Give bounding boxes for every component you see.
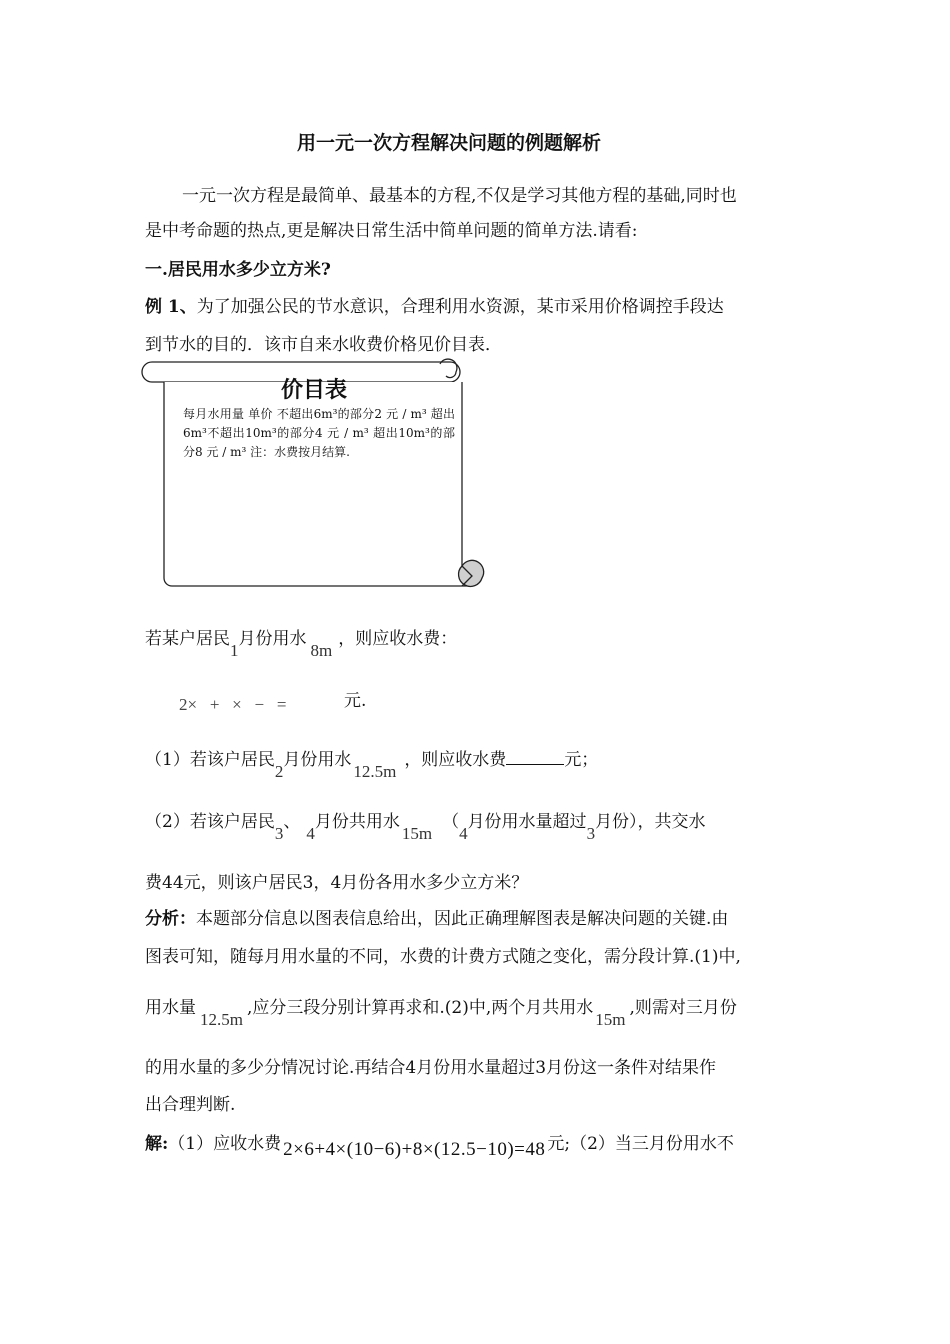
example-1-line-2: 到节水的目的．该市自来水收费价格见价目表． bbox=[145, 335, 502, 355]
solution-expression: 2×6+4×(10−6)+8×(12.5−10)=48 bbox=[283, 1139, 546, 1160]
analysis-line-5: 出合理判断. bbox=[145, 1095, 236, 1115]
solution-label: 解: bbox=[145, 1134, 169, 1154]
example-text: 为了加强公民的节水意识，合理利用水资源，某市采用价格调控手段达 bbox=[196, 297, 724, 317]
question-1: （1）若该户居民2月份用水12.5m，则应收水费 元； bbox=[145, 750, 599, 781]
solution-line-1: 解:（1）应收水费 2×6+4×(10−6)+8×(12.5−10)=48 元;（2）当三月份用水不 bbox=[145, 1134, 734, 1160]
analysis-line-4: 的用水量的多少分情况讨论.再结合4月份用水量超过3月份这一条件对结果作 bbox=[145, 1058, 717, 1078]
analysis-label: 分析： bbox=[145, 909, 196, 929]
example-1-line-1 bbox=[145, 292, 724, 317]
analysis-line-2: 图表可知，随每月用水量的不同，水费的计费方式随之变化，需分段计算.(1)中, bbox=[145, 947, 741, 967]
example-label: 例 1、 bbox=[145, 297, 197, 317]
fee-calc-expression: 2× + × − = bbox=[179, 695, 287, 714]
price-table-text: 每月水用量 单价 不超出6m³的部分2 元 / m³ 超出6m³不超出10m³的部分4 元 / m³ 超出10m³的部分8 元 / m³ 注：水费按月结算. bbox=[183, 407, 455, 459]
analysis-line-1: 分析：本题部分信息以图表信息给出，因此正确理解图表是解决问题的关键.由 bbox=[145, 909, 729, 929]
answer-blank[interactable] bbox=[506, 750, 564, 765]
document-title: 用一元一次方程解决问题的例题解析 bbox=[297, 132, 602, 154]
section-heading: 一.居民用水多少立方米? bbox=[145, 260, 331, 280]
analysis-line-3: 用水量12.5m,应分三段分别计算再求和.(2)中,两个月共用水15m,则需对三月份 bbox=[145, 998, 737, 1029]
fee-calc-unit: 元. bbox=[344, 691, 367, 711]
intro-line-1: 一元一次方程是最简单、最基本的方程,不仅是学习其他方程的基础,同时也 bbox=[182, 186, 737, 206]
question-2: （2）若该户居民3、4月份共用水15m（4月份用水量超过3月份），共交水 bbox=[145, 812, 706, 843]
price-table-title: 价目表 bbox=[281, 378, 348, 403]
intro-line-2: 是中考命题的热点,更是解决日常生活中简单问题的简单方法.请看: bbox=[145, 221, 638, 241]
question-intro: 若某户居民1月份用水8m，则应收水费： bbox=[145, 629, 458, 660]
question-2-line-2: 费44元，则该户居民3，4月份各用水多少立方米？ bbox=[145, 873, 529, 893]
